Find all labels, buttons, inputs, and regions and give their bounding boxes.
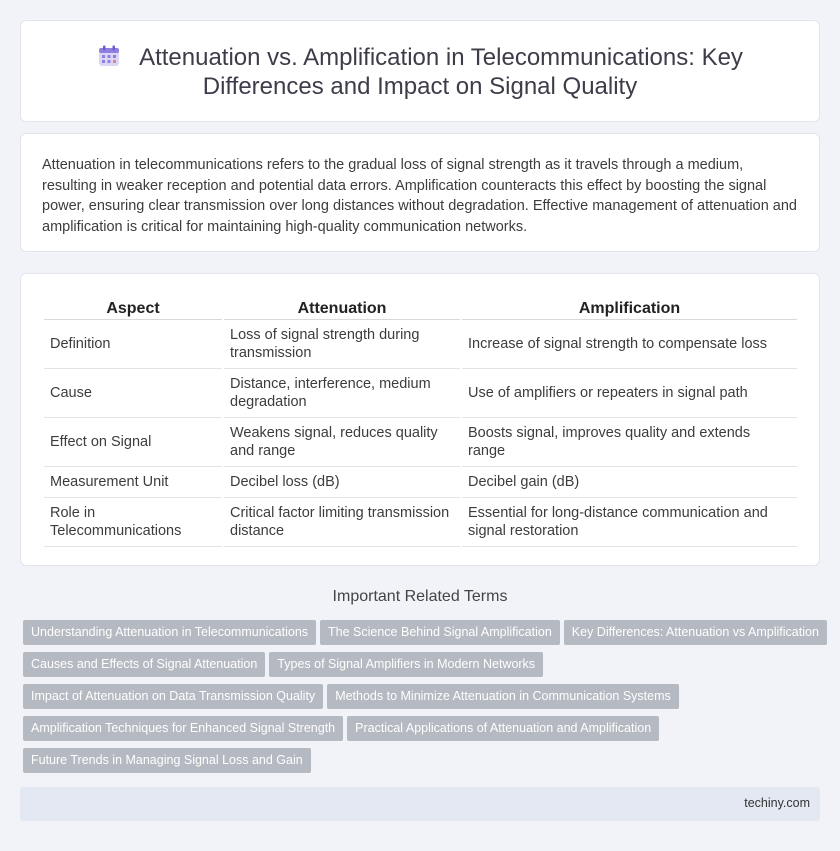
tag-row <box>23 652 813 684</box>
table-cell: Definition <box>44 320 222 369</box>
related-tag[interactable]: Impact of Attenuation on Data Transmission Quality <box>23 684 323 709</box>
table-header-row <box>44 296 797 320</box>
table-cell: Distance, interference, medium degradation <box>224 369 460 418</box>
related-terms-title: Important Related Terms <box>332 588 508 605</box>
table-cell: Critical factor limiting transmission distance <box>224 498 460 547</box>
table-cell: Increase of signal strength to compensate loss <box>462 320 797 369</box>
comparison-table <box>42 296 799 547</box>
calendar-icon <box>97 44 121 68</box>
related-tag[interactable]: Understanding Attenuation in Telecommunications <box>23 620 316 645</box>
intro-paragraph: Attenuation in telecommunications refers to the gradual loss of signal strength as it travels through a medium, resulting in weaker reception and potential data errors. Amplification counteracts this effect by boosting the signal power, ensuring clear transmission over long distances without degradation. Effective management of attenuation and amplification is critical for maintaining high-quality communication networks. <box>42 157 797 235</box>
page-title-wrap <box>81 43 759 101</box>
tag-row <box>23 748 813 780</box>
table-row <box>44 418 797 467</box>
tag-row <box>23 684 813 716</box>
table-cell: Cause <box>44 369 222 418</box>
intro-card <box>20 133 820 252</box>
related-tag[interactable]: Practical Applications of Attenuation and Amplification <box>347 716 659 741</box>
tag-row <box>23 620 819 652</box>
related-tag[interactable]: Types of Signal Amplifiers in Modern Networks <box>269 652 543 677</box>
title-card <box>20 20 820 122</box>
header-attenuation: Attenuation <box>224 296 460 320</box>
table-cell: Loss of signal strength during transmission <box>224 320 460 369</box>
table-row <box>44 369 797 418</box>
header-aspect: Aspect <box>44 296 222 320</box>
related-tag[interactable]: Key Differences: Attenuation vs Amplification <box>564 620 827 645</box>
related-tag[interactable]: Future Trends in Managing Signal Loss and Gain <box>23 748 311 773</box>
page-title: Attenuation vs. Amplification in Telecommunications: Key Differences and Impact on Signal Quality <box>139 44 743 100</box>
table-cell: Boosts signal, improves quality and extends range <box>462 418 797 467</box>
tag-row <box>23 716 813 748</box>
table-row <box>44 467 797 498</box>
table-cell: Weakens signal, reduces quality and range <box>224 418 460 467</box>
related-tag[interactable]: Methods to Minimize Attenuation in Communication Systems <box>327 684 679 709</box>
table-cell: Decibel gain (dB) <box>462 467 797 498</box>
footer-brand[interactable]: techiny.com <box>744 796 810 810</box>
related-terms-tags <box>23 620 819 780</box>
comparison-table-card <box>20 273 820 566</box>
table-cell: Role in Telecommunications <box>44 498 222 547</box>
table-row <box>44 498 797 547</box>
table-cell: Essential for long-distance communication and signal restoration <box>462 498 797 547</box>
related-tag[interactable]: Amplification Techniques for Enhanced Signal Strength <box>23 716 343 741</box>
footer <box>20 787 820 821</box>
table-cell: Effect on Signal <box>44 418 222 467</box>
table-row <box>44 320 797 369</box>
table-cell: Measurement Unit <box>44 467 222 498</box>
table-cell: Decibel loss (dB) <box>224 467 460 498</box>
table-cell: Use of amplifiers or repeaters in signal path <box>462 369 797 418</box>
related-tag[interactable]: The Science Behind Signal Amplification <box>320 620 560 645</box>
related-tag[interactable]: Causes and Effects of Signal Attenuation <box>23 652 265 677</box>
header-amplification: Amplification <box>462 296 797 320</box>
